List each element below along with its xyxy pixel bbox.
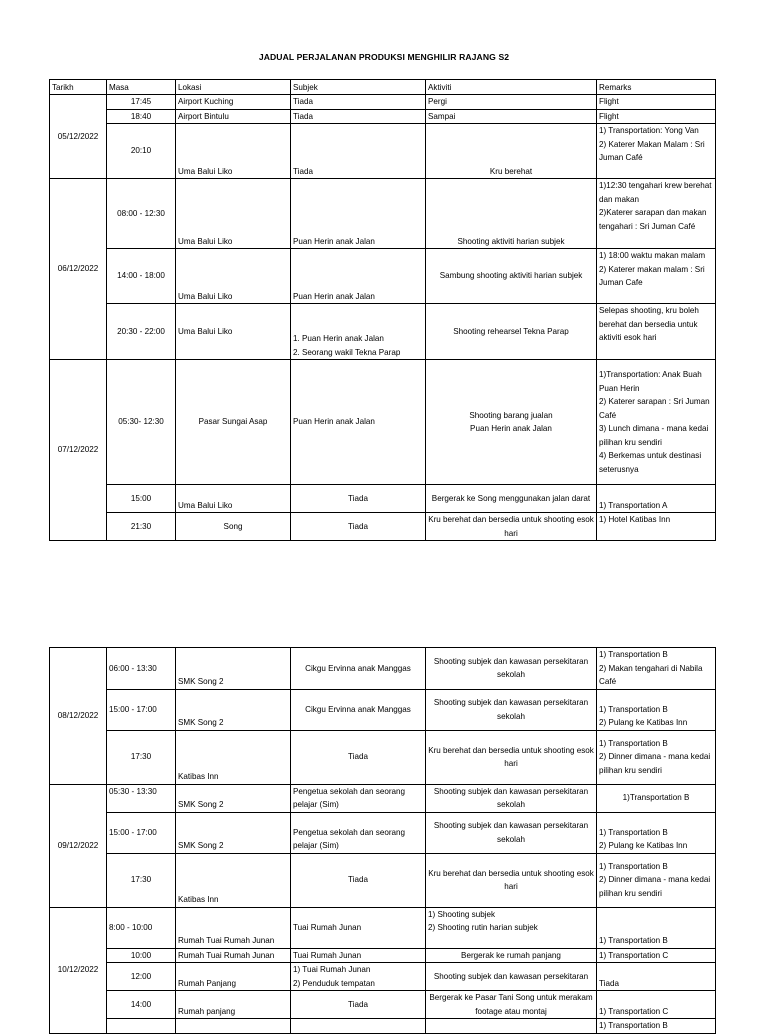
lokasi-cell [176,1019,291,1034]
subjek-cell: Cikgu Ervinna anak Manggas [291,689,426,730]
aktiviti-cell: Shooting subjek dan kawasan persekitaran sekolah [426,812,597,853]
aktiviti-cell: Kru berehat dan bersedia untuk shooting esok hari [426,730,597,784]
aktiviti-cell: Shooting subjek dan kawasan persekitaran sekolah [426,648,597,690]
subjek-cell: Tiada [291,124,426,179]
subjek-cell: Tuai Rumah Junan [291,948,426,963]
table-row [50,109,716,124]
remarks-cell: 1)Transportation: Anak Buah Puan Herin 2) Katerer sarapan : Sri Juman Café 3) Lunch dimana - mana kedai pilihan kru sendiri 4) Berkemas untuk destinasi seterusnya [597,360,716,485]
aktiviti-cell: Bergerak ke rumah panjang [426,948,597,963]
lokasi-cell: Rumah Tuai Rumah Junan [176,907,291,948]
subjek-cell: Tuai Rumah Junan [291,907,426,948]
lokasi-cell: Uma Balui Liko [176,304,291,360]
remarks-cell: 1) 18:00 waktu makan malam 2) Katerer makan malam : Sri Juman Cafe [597,249,716,304]
subjek-cell: Cikgu Ervinna anak Manggas [291,648,426,690]
subjek-cell: Puan Herin anak Jalan [291,249,426,304]
aktiviti-cell: Shooting subjek dan kawasan persekitaran [426,963,597,991]
remarks-cell: 1)12:30 tengahari krew berehat dan makan 2)Katerer sarapan dan makan tengahari : Sri Juman Café [597,179,716,249]
remarks-cell: 1) Transportation C [597,948,716,963]
lokasi-cell: Uma Balui Liko [176,249,291,304]
remarks-cell: 1) Transportation: Yong Van 2) Katerer Makan Malam : Sri Juman Café [597,124,716,179]
aktiviti-cell [426,1019,597,1034]
table-row [50,179,716,249]
lokasi-cell: Rumah Panjang [176,963,291,991]
subjek-cell: Puan Herin anak Jalan [291,179,426,249]
schedule-table-2 [49,647,716,1034]
lokasi-cell: Airport Kuching [176,95,291,110]
header-tarikh: Tarikh [50,80,107,95]
table-row [50,812,716,853]
subjek-cell: Tiada [291,95,426,110]
table-row [50,124,716,179]
subjek-cell: Puan Herin anak Jalan [291,360,426,485]
schedule-table-1 [49,79,716,541]
remarks-cell: 1)Transportation B [597,784,716,812]
masa-cell: 15:00 - 17:00 [107,689,176,730]
masa-cell: 20:30 - 22:00 [107,304,176,360]
lokasi-cell: Airport Bintulu [176,109,291,124]
lokasi-cell: Uma Balui Liko [176,124,291,179]
remarks-cell: 1) Transportation B 2) Dinner dimana - mana kedai pilihan kru sendiri [597,730,716,784]
masa-cell [107,1019,176,1034]
document-title: JADUAL PERJALANAN PRODUKSI MENGHILIR RAJANG S2 [258,52,510,62]
date-cell: 07/12/2022 [50,360,107,541]
masa-cell: 05:30 - 13:30 [107,784,176,812]
lokasi-cell: SMK Song 2 [176,784,291,812]
header-masa: Masa [107,80,176,95]
lokasi-cell: SMK Song 2 [176,648,291,690]
table-row [50,991,716,1019]
table-row [50,907,716,948]
table-row [50,853,716,907]
table-row [50,730,716,784]
masa-cell: 14:00 [107,991,176,1019]
aktiviti-cell: Sambung shooting aktiviti harian subjek [426,249,597,304]
subjek-cell: Tiada [291,109,426,124]
aktiviti-cell: Shooting barang jualan Puan Herin anak Jalan [426,360,597,485]
lokasi-cell: Rumah panjang [176,991,291,1019]
date-cell: 08/12/2022 [50,648,107,785]
aktiviti-cell: Bergerak ke Pasar Tani Song untuk merakam footage atau montaj [426,991,597,1019]
masa-cell: 18:40 [107,109,176,124]
aktiviti-cell: Shooting aktiviti harian subjek [426,179,597,249]
masa-cell: 06:00 - 13:30 [107,648,176,690]
subjek-cell: Tiada [291,853,426,907]
table-row [50,963,716,991]
remarks-cell: 1) Transportation B [597,1019,716,1034]
remarks-cell: Flight [597,109,716,124]
subjek-cell: Tiada [291,513,426,541]
table-row [50,948,716,963]
aktiviti-cell: Shooting subjek dan kawasan persekitaran sekolah [426,784,597,812]
remarks-cell: 1) Transportation B 2) Pulang ke Katibas Inn [597,812,716,853]
remarks-cell: Selepas shooting, kru boleh berehat dan bersedia untuk aktiviti esok hari [597,304,716,360]
remarks-cell: Tiada [597,963,716,991]
remarks-cell: 1) Transportation A [597,485,716,513]
remarks-cell: Flight [597,95,716,110]
masa-cell: 10:00 [107,948,176,963]
subjek-cell: Tiada [291,991,426,1019]
lokasi-cell: Katibas Inn [176,853,291,907]
aktiviti-cell: Kru berehat dan bersedia untuk shooting esok hari [426,853,597,907]
date-cell: 10/12/2022 [50,907,107,1033]
table-row [50,689,716,730]
table-row [50,360,716,485]
lokasi-cell: Uma Balui Liko [176,179,291,249]
aktiviti-cell: 1) Shooting subjek 2) Shooting rutin harian subjek [426,907,597,948]
table-row [50,304,716,360]
remarks-cell: 1) Transportation B 2) Makan tengahari di Nabila Café [597,648,716,690]
table-row [50,648,716,690]
table-row [50,784,716,812]
aktiviti-cell: Shooting rehearsel Tekna Parap [426,304,597,360]
lokasi-cell: Katibas Inn [176,730,291,784]
subjek-cell: Pengetua sekolah dan seorang pelajar (Sim) [291,812,426,853]
masa-cell: 8:00 - 10:00 [107,907,176,948]
masa-cell: 05:30- 12:30 [107,360,176,485]
subjek-cell: 1) Tuai Rumah Junan 2) Penduduk tempatan [291,963,426,991]
header-row [50,80,716,95]
remarks-cell: 1) Transportation C [597,991,716,1019]
table-row [50,249,716,304]
table-row [50,95,716,110]
subjek-cell: Pengetua sekolah dan seorang pelajar (Sim) [291,784,426,812]
subjek-cell: Tiada [291,485,426,513]
lokasi-cell: Uma Balui Liko [176,485,291,513]
aktiviti-cell: Bergerak ke Song menggunakan jalan darat [426,485,597,513]
masa-cell: 12:00 [107,963,176,991]
aktiviti-cell: Pergi [426,95,597,110]
masa-cell: 17:30 [107,853,176,907]
header-lokasi: Lokasi [176,80,291,95]
remarks-cell: 1) Hotel Katibas Inn [597,513,716,541]
date-cell: 09/12/2022 [50,784,107,907]
header-remarks: Remarks [597,80,716,95]
remarks-cell: 1) Transportation B 2) Pulang ke Katibas Inn [597,689,716,730]
lokasi-cell: Pasar Sungai Asap [176,360,291,485]
aktiviti-cell: Kru berehat [426,124,597,179]
masa-cell: 21:30 [107,513,176,541]
header-aktiviti: Aktiviti [426,80,597,95]
subjek-cell: 1. Puan Herin anak Jalan 2. Seorang wakil Tekna Parap [291,304,426,360]
lokasi-cell: Rumah Tuai Rumah Junan [176,948,291,963]
masa-cell: 14:00 - 18:00 [107,249,176,304]
lokasi-cell: SMK Song 2 [176,812,291,853]
masa-cell: 15:00 - 17:00 [107,812,176,853]
masa-cell: 17:30 [107,730,176,784]
masa-cell: 08:00 - 12:30 [107,179,176,249]
remarks-cell: 1) Transportation B [597,907,716,948]
masa-cell: 17:45 [107,95,176,110]
date-cell: 05/12/2022 [50,95,107,179]
date-cell: 06/12/2022 [50,179,107,360]
aktiviti-cell: Kru berehat dan bersedia untuk shooting esok hari [426,513,597,541]
remarks-cell: 1) Transportation B 2) Dinner dimana - mana kedai pilihan kru sendiri [597,853,716,907]
table-row [50,1019,716,1034]
aktiviti-cell: Shooting subjek dan kawasan persekitaran sekolah [426,689,597,730]
table-row [50,485,716,513]
subjek-cell [291,1019,426,1034]
lokasi-cell: SMK Song 2 [176,689,291,730]
subjek-cell: Tiada [291,730,426,784]
table-row [50,513,716,541]
masa-cell: 15:00 [107,485,176,513]
lokasi-cell: Song [176,513,291,541]
header-subjek: Subjek [291,80,426,95]
aktiviti-cell: Sampai [426,109,597,124]
masa-cell: 20:10 [107,124,176,179]
